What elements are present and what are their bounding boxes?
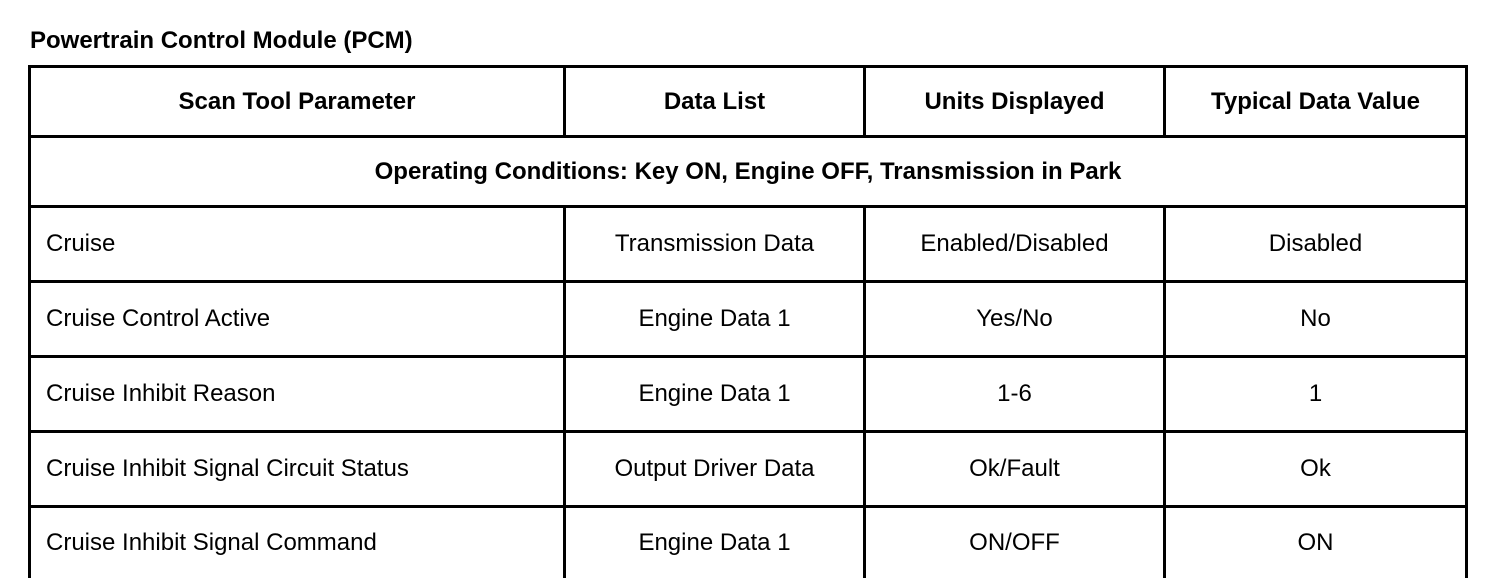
column-header-typical-data-value: Typical Data Value (1165, 67, 1467, 137)
table-row (30, 282, 1467, 357)
typical-value-cell: ON (1165, 507, 1467, 579)
table-row (30, 507, 1467, 579)
units-cell: Yes/No (865, 282, 1165, 357)
units-cell: Ok/Fault (865, 432, 1165, 507)
section-row (30, 137, 1467, 207)
parameter-cell: Cruise Inhibit Reason (30, 357, 565, 432)
parameter-cell: Cruise Control Active (30, 282, 565, 357)
table-row (30, 357, 1467, 432)
table-row (30, 432, 1467, 507)
column-header-scan-tool-parameter: Scan Tool Parameter (30, 67, 565, 137)
data-list-cell: Engine Data 1 (565, 507, 865, 579)
typical-value-cell: Ok (1165, 432, 1467, 507)
header-row (30, 67, 1467, 137)
data-list-cell: Output Driver Data (565, 432, 865, 507)
data-list-cell: Engine Data 1 (565, 357, 865, 432)
typical-value-cell: Disabled (1165, 207, 1467, 282)
column-header-data-list: Data List (565, 67, 865, 137)
data-list-cell: Engine Data 1 (565, 282, 865, 357)
parameter-cell: Cruise Inhibit Signal Circuit Status (30, 432, 565, 507)
units-cell: Enabled/Disabled (865, 207, 1165, 282)
units-cell: 1-6 (865, 357, 1165, 432)
column-header-units-displayed: Units Displayed (865, 67, 1165, 137)
parameter-cell: Cruise (30, 207, 565, 282)
page-title: Powertrain Control Module (PCM) (30, 27, 413, 54)
units-cell: ON/OFF (865, 507, 1165, 579)
parameter-cell: Cruise Inhibit Signal Command (30, 507, 565, 579)
typical-value-cell: 1 (1165, 357, 1467, 432)
typical-value-cell: No (1165, 282, 1467, 357)
table-row (30, 207, 1467, 282)
pcm-data-table (28, 65, 1468, 578)
data-list-cell: Transmission Data (565, 207, 865, 282)
operating-conditions-heading: Operating Conditions: Key ON, Engine OFF, Transmission in Park (30, 137, 1467, 207)
